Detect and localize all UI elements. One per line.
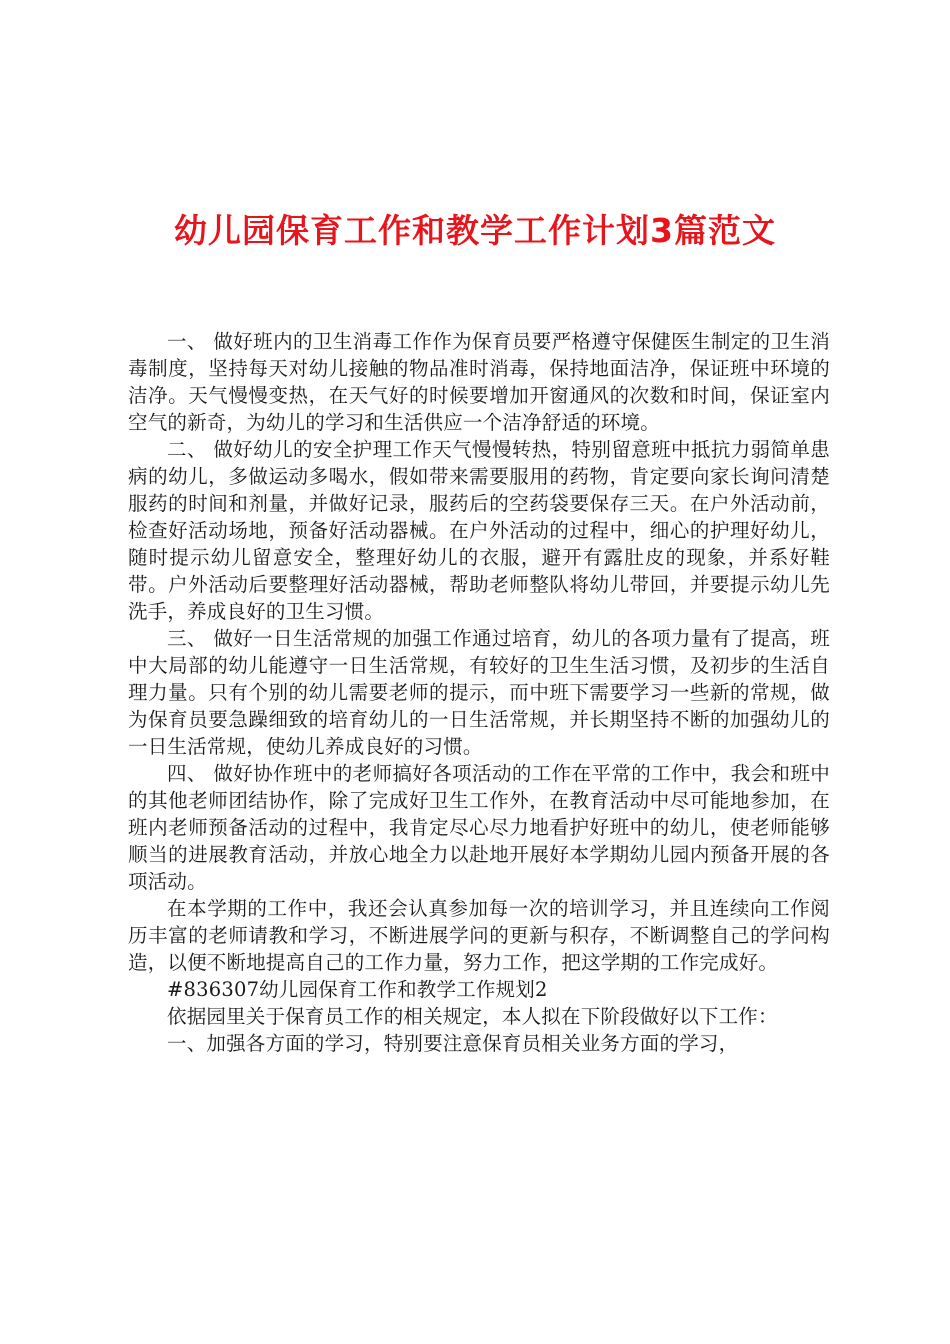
document-title: 幼儿园保育工作和教学工作计划3篇范文 (174, 211, 776, 250)
paragraph-daily-routine: 三、 做好一日生活常规的加强工作通过培育，幼儿的各项力量有了提高，班中大局部的幼儿能遵守一日生活常规，有较好的卫生生活习惯，及初步的生活自理力量。只有个别的幼儿需要老师的提示，而中班下需要学习一些新的常规，做为保育员要急躁细致的培育幼儿的一日生活常规，并长期坚持不断的加强幼儿的一日生活常规，使幼儿养成良好的习惯。 (128, 627, 830, 758)
paragraph-teacher-cooperation: 四、 做好协作班中的老师搞好各项活动的工作在平常的工作中，我会和班中的其他老师团结协作，除了完成好卫生工作外，在教育活动中尽可能地参加，在班内老师预备活动的过程中，我肯定尽心尽力地看护好班中的幼儿，使老师能够顺当的进展教育活动，并放心地全力以赴地开展好本学期幼儿园内预备开展的各项活动。 (128, 762, 830, 893)
paragraph-hygiene: 一、 做好班内的卫生消毒工作作为保育员要严格遵守保健医生制定的卫生消毒制度，坚持每天对幼儿接触的物品准时消毒，保持地面洁净，保证班中环境的洁净。天气慢慢变热，在天气好的时候要增加开窗通风的次数和时间，保证室内空气的新奇，为幼儿的学习和生活供应一个洁净舒适的环境。 (128, 330, 830, 434)
document-body (128, 328, 830, 1057)
section-heading-plan-2: #836307幼儿园保育工作和教学工作规划2 (167, 978, 548, 1001)
paragraph-semester-study: 在本学期的工作中，我还会认真参加每一次的培训学习，并且连续向工作阅历丰富的老师请教和学习，不断进展学问的更新与积存，不断调整自己的学问构造，以便不断地提高自己的工作力量，努力工作，把这学期的工作完成好。 (128, 897, 830, 974)
paragraph-plan-intro: 依据园里关于保育员工作的相关规定，本人拟在下阶段做好以下工作： (167, 1005, 778, 1028)
paragraph-safety-care: 二、 做好幼儿的安全护理工作天气慢慢转热，特别留意班中抵抗力弱简单患病的幼儿，多做运动多喝水，假如带来需要服用的药物，肯定要向家长询问清楚服药的时间和剂量，并做好记录，服药后的空药袋要保存三天。在户外活动前，检查好活动场地，预备好活动器械。在户外活动的过程中，细心的护理好幼儿，随时提示幼儿留意安全，整理好幼儿的衣服，避开有露肚皮的现象，并系好鞋带。户外活动后要整理好活动器械，帮助老师整队将幼儿带回，并要提示幼儿先洗手，养成良好的卫生习惯。 (128, 438, 830, 623)
paragraph-strengthen-learning: 一、加强各方面的学习，特别要注意保育员相关业务方面的学习， (167, 1032, 739, 1055)
